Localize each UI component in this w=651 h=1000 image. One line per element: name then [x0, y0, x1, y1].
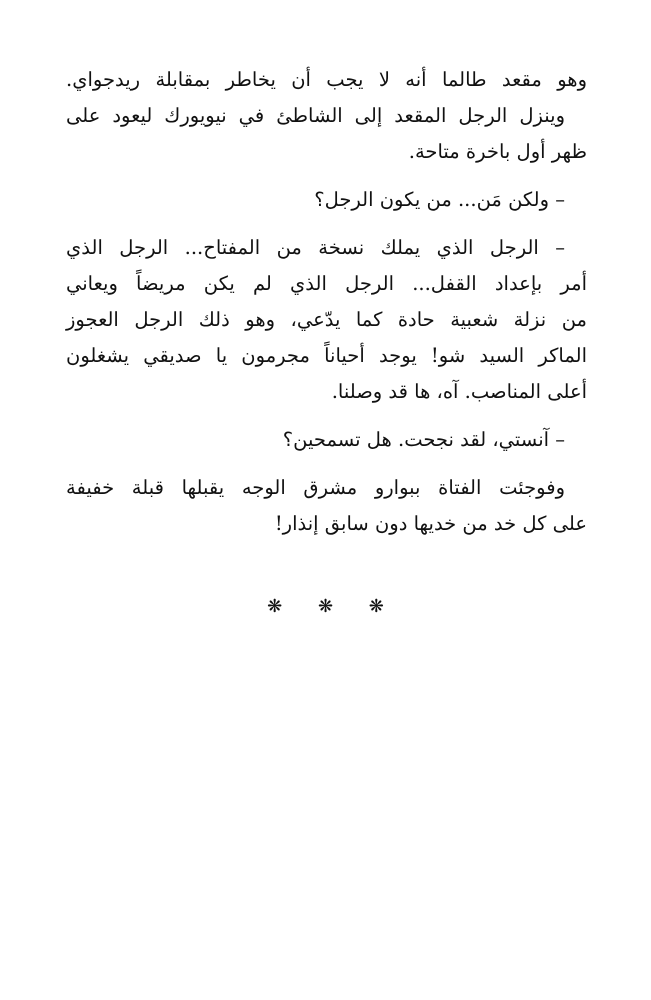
- asterism-icon: ❋: [317, 596, 334, 617]
- paragraph-2: [66, 182, 587, 218]
- text-line: وينزل الرجل المقعد إلى الشاطئ في نيويورك ليعود على: [66, 104, 565, 127]
- dialogue-line: – آنستي، لقد نجحت. هل تسمحين؟: [282, 428, 565, 451]
- asterism-icon: ❋: [267, 596, 283, 617]
- page-body: [66, 62, 587, 542]
- asterism-icon: ❋: [368, 596, 384, 617]
- text-line: على كل خد من خديها دون سابق إنذار!: [274, 512, 587, 535]
- text-line: أعلى المناصب. آه، ها قد وصلنا.: [331, 380, 587, 403]
- text-line: أمر بإعداد القفل... الرجل الذي لم يكن مريضاً ويعاني: [66, 272, 587, 295]
- paragraph-1: [66, 62, 587, 170]
- paragraph-4: [66, 422, 587, 458]
- text-line: وفوجئت الفتاة ببوارو مشرق الوجه يقبلها قبلة خفيفة: [66, 476, 565, 499]
- dialogue-line: – ولكن مَن... من يكون الرجل؟: [314, 188, 565, 211]
- text-line: من نزلة شعبية حادة كما يدّعي، وهو ذلك الرجل العجوز: [66, 308, 587, 331]
- paragraph-3: [66, 230, 587, 410]
- paragraph-5: [66, 470, 587, 542]
- text-line: ظهر أول باخرة متاحة.: [408, 140, 587, 163]
- section-break-ornament: [0, 596, 651, 617]
- text-line: الماكر السيد شو! يوجد أحياناً مجرمون يا صديقي يشغلون: [66, 344, 587, 367]
- text-line: وهو مقعد طالما أنه لا يجب أن يخاطر بمقابلة ريدجواي.: [66, 68, 587, 91]
- dialogue-line: – الرجل الذي يملك نسخة من المفتاح... الرجل الذي: [66, 236, 565, 259]
